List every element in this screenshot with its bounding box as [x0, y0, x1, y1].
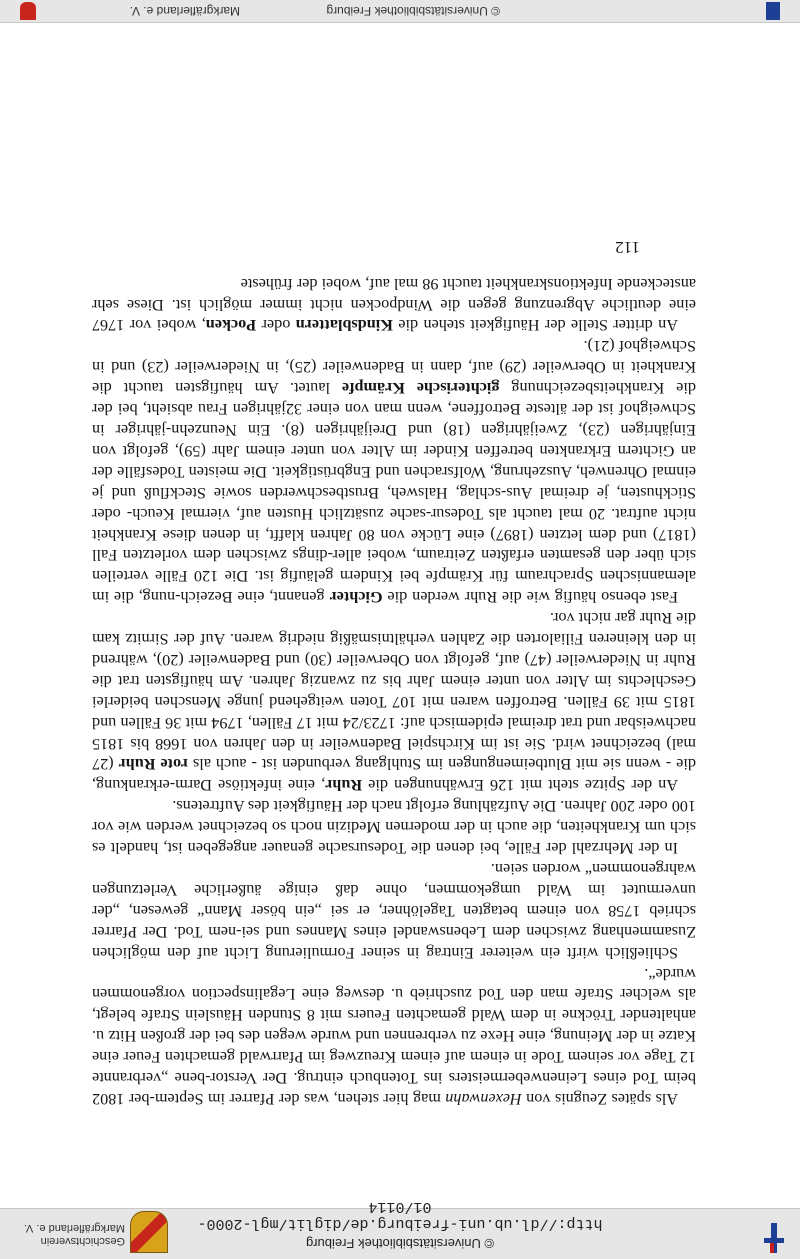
- bold-term: Kindsblattern: [295, 316, 393, 335]
- text-run: (27 mal) bezeichnet wird. Sie ist im Kirchspiel Badenweiler in den Jahren von 1668 bis 1815 nachweisbar und trat dreimal epidemisch auf: 1723/24 mit 17 Fällen, 1794 mit 36 Fällen und 1815 mit 39 Fällen. Betroffen waren mit 107 Toten weitgehend junge Menschen beiderlei Geschlechts im Alter von unter einem Jahr bis zu zwanzig Jahren. Am häufigsten trat die Ruhr in Niederweiler (47) auf, gefolgt von Oberweiler (30) und Badenweiler (20), während in den kleineren Filialorten die Zahlen verhältnismäßig niedrig waren. Auf der Sirnitz kam die Ruhr gar nicht vor.: [92, 609, 696, 774]
- society-crest-icon: [130, 1211, 168, 1253]
- text-run: In der Mehrzahl der Fälle, bei denen die Todesursache genauer angegeben ist, handelt es sich um Krankheiten, die auch in der modernen Medizin noch so bezeichnet werden wie vor 100 oder 200 Jahren. Die Aufzählung erfolgt nach der Häufigkeit des Auftretens.: [92, 797, 696, 858]
- text-run: Als spätes Zeugnis von: [521, 1090, 678, 1108]
- page-body: [92, 217, 696, 1109]
- society-line-2: Markgräflerland e. V.: [23, 1222, 125, 1234]
- permalink-url[interactable]: http://dl.ub.uni-freiburg.de/diglit/mgl-2000-01/0114: [197, 1198, 603, 1232]
- text-run: Fast ebenso häufig wie die Ruhr werden die: [382, 588, 678, 607]
- paragraph: [92, 335, 696, 607]
- text-run: , eine infektiöse Darm-erkrankung, die - wenn sie mit Blutbeimengungen im Stuhlgang verbunden ist - auch als: [92, 755, 696, 795]
- italic-term: Hexenwahn: [445, 1090, 522, 1108]
- text-run: An der Spitze steht mit 126 Erwähnungen die: [362, 776, 678, 795]
- society-crest-small-icon: [20, 2, 36, 20]
- footer-library-copyright: © Universitätsbibliothek Freiburg: [326, 4, 500, 18]
- header-center: [190, 1198, 610, 1251]
- text-run: An dritter Stelle der Häufigkeit stehen die: [392, 316, 678, 335]
- bold-term: gichterische Krämpfe: [341, 379, 500, 398]
- bold-term: Pocken: [205, 316, 257, 335]
- text-run: oder: [256, 316, 296, 335]
- footer-society-name: Markgräflerland e. V.: [129, 4, 240, 18]
- paragraph: [92, 607, 696, 795]
- digital-library-header: [0, 1198, 800, 1259]
- digital-library-footer: [0, 0, 800, 23]
- text-run: genannt, eine Bezeich-nung, die im alemannischen Sprachraum für Krämpfe bei Kindern geläufig ist. Die 120 Fälle verteilen sich über den gesamten erfaßten Zeitraum, wobei aller-dings zwischen dem vorletzten Fall (1817) und dem letzten (1897) eine Lücke von 80 Jahren klafft, in denen diese Krankheit nicht auftrat. 20 mal taucht als Todesur-sache zusätzlich Husten auf, viermal Keuch- oder Stickhusten, je dreimal Aus-schlag, Halsweh, Brustbeschwerden sowie Steckfluß und je einmal Ohrenweh, Auszehrung, Wolfsrachen und Engbrüstigkeit. Die meisten Todesfälle der an Gichtern Erkrankten betreffen Kinder im Alter von unter einem Jahr (59), gefolgt von Einjährigen (23), Zweijährigen (18) und Dreijährigen (8). Ein Neunzehn-jähriger in Schweighof ist der älteste Betroffene, wenn man von einer 32jährigen Frau absieht, bei der die Krankheitsbezeichnung: [92, 379, 696, 607]
- text-run: mag hier stehen, was der Pfarrer im Septem-ber 1802 beim Tod eines Leinenwebermeisters ins Totenbuch eintrug. Der Verstor-bene „verbrannte 12 Tage vor seinem Tode in einem auf einem Kreuzweg im Pfarrwald gemachten Feuer eine Katze in der Meinung, eine Hexe zu verbrennen und wurde wegen des bei der großen Hitz u. anhaltender Tröckne in dem Wald gemachten Feuers mit 8 Stunden Häuslein Strafe belegt, als welcher Strafe man den Tod zuschrieb u. desweg eine Legalinspection vorgenommen wurde“.: [92, 964, 696, 1108]
- bold-term: Gichter: [329, 588, 383, 607]
- page-number: 112: [615, 237, 640, 257]
- paragraph: [92, 273, 696, 336]
- paragraph: [92, 963, 696, 1109]
- text-run: Schließlich wirft ein weiterer Eintrag in seiner Formulierung Licht auf den möglichen Zusammenhang zwischen dem Lebenswandel eines Mannes und sei-nem Tod. Der Pfarrer schrieb 1758 von einem betagten Tagelöhner, er sei „ein böser Mann“ gewesen, „der unvermutet im Wald umgekommen, ohne daß einige äußerliche Verletzungen wahrgenommen“ worden seien.: [92, 860, 696, 962]
- page-text: [92, 273, 696, 1109]
- bold-term: rote Ruhr: [118, 755, 188, 774]
- society-line-1: Geschichtsverein: [40, 1235, 125, 1247]
- society-name: [10, 1221, 125, 1247]
- library-logo-small-icon: [766, 2, 780, 20]
- library-logo-icon: [764, 1215, 784, 1253]
- bold-term: Ruhr: [325, 776, 363, 795]
- text-run: lautet. Am häufigsten taucht die Krankheit in Oberweiler (29) auf, dann in Badenweiler (25), in Niederweiler (23) und in Schweighof (21).: [92, 337, 696, 398]
- library-copyright: © Universitätsbibliothek Freiburg: [305, 1236, 495, 1251]
- text-run: , wobei vor 1767 eine deutliche Abgrenzung gegen die Windpocken nicht immer möglich ist. Diese sehr ansteckende Infektionskrankheit taucht 98 mal auf, wobei der früheste: [91, 274, 696, 335]
- paragraph: [92, 858, 696, 963]
- paragraph: [92, 795, 696, 858]
